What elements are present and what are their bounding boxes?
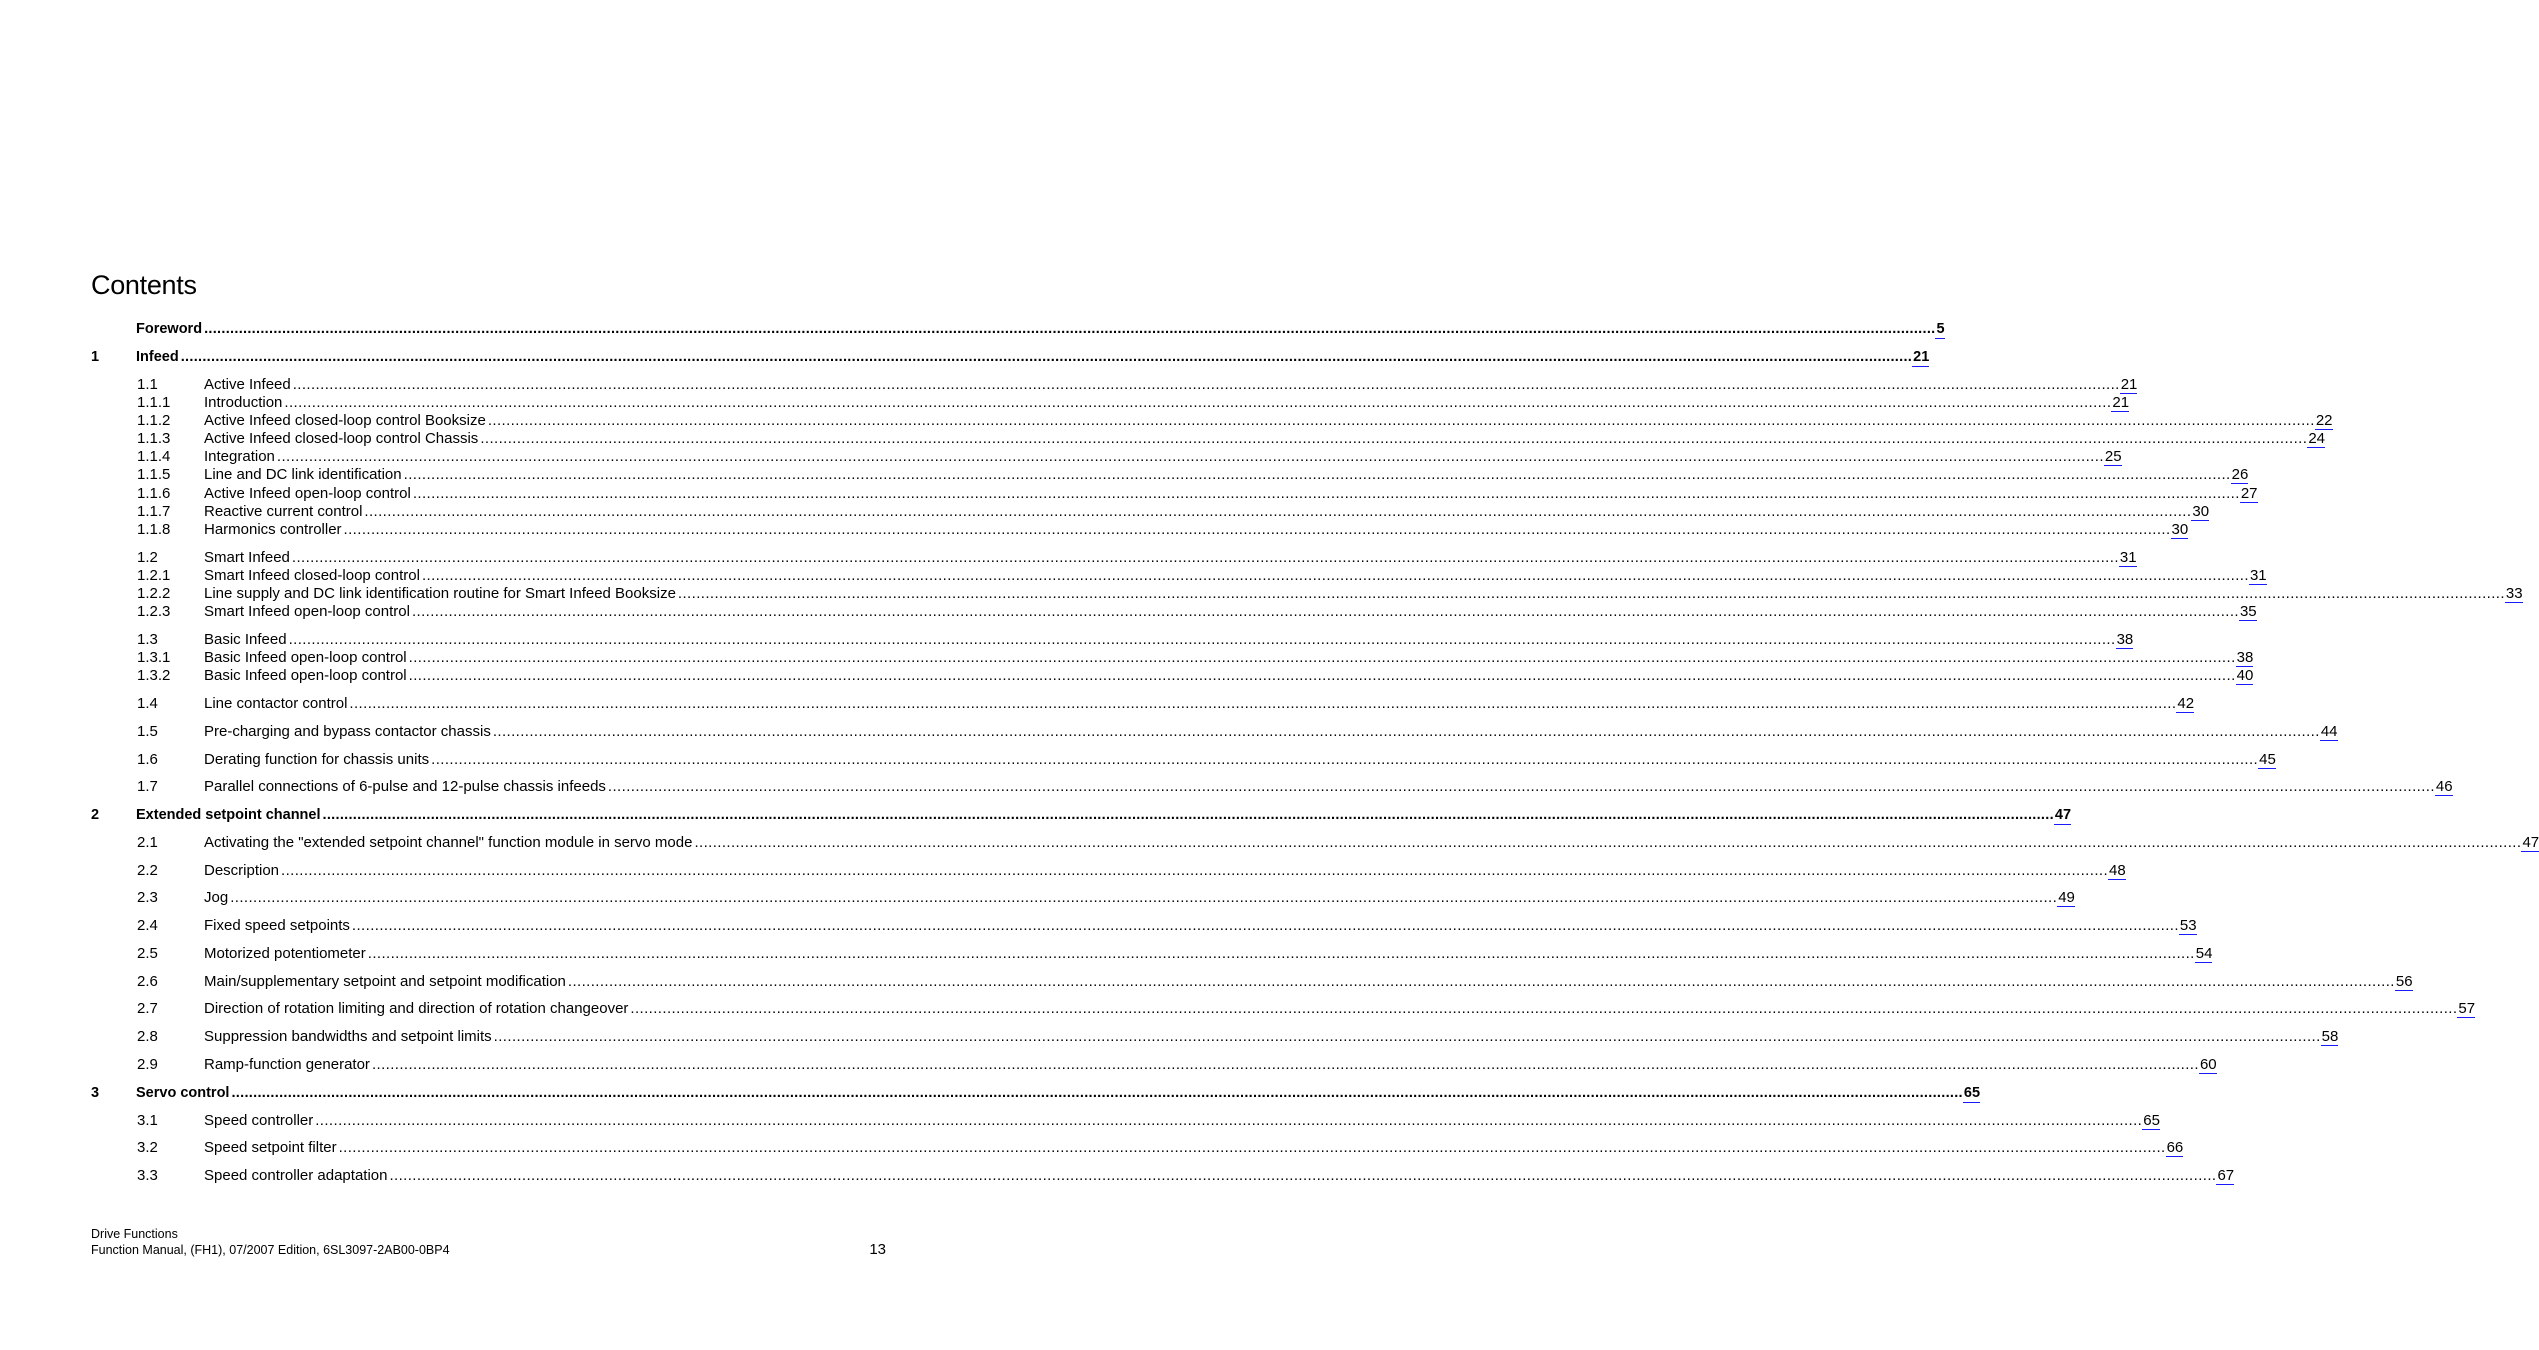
toc-page-link[interactable]: 30: [2192, 503, 2210, 520]
toc-entry-number: 2.6: [137, 973, 158, 990]
toc-section-entry: [91, 1166, 2235, 1186]
page-title: Contents: [91, 270, 197, 300]
toc-page-link[interactable]: 25: [2104, 448, 2122, 465]
toc-entry-number: 1.1.7: [137, 503, 171, 520]
toc-page-link[interactable]: 57: [2458, 1000, 2476, 1017]
toc-page-link[interactable]: 38: [2236, 649, 2254, 666]
toc-section-entry: [91, 393, 2130, 413]
toc-section-entry: [91, 566, 2267, 586]
toc-entry-title: Basic Infeed open-loop control: [204, 667, 407, 684]
toc-entry-number: 2.3: [137, 889, 158, 906]
footer-doc-title: Drive Functions: [91, 1227, 178, 1241]
toc-entry-number: 2.8: [137, 1028, 158, 1045]
toc-entry-title: Infeed: [136, 349, 179, 365]
toc-section-entry: [91, 1138, 2184, 1158]
dot-leader: ................................................................................................................................................................................................................................................................................................................................................................................................................: [343, 521, 2171, 538]
toc-entry-title: Parallel connections of 6-pulse and 12-pulse chassis infeeds: [204, 778, 606, 795]
toc-entry-number: 3.3: [137, 1167, 158, 1184]
toc-entry-title: Basic Infeed open-loop control: [204, 649, 407, 666]
toc-entry-number: 2.1: [137, 834, 158, 851]
toc-section-entry: [91, 375, 2138, 395]
toc-entry-title: Servo control: [136, 1085, 230, 1101]
toc-entry-title: Introduction: [204, 394, 283, 411]
toc-entry-title: Activating the "extended setpoint channel" function module in servo mode: [204, 834, 693, 851]
dot-leader: ................................................................................................................................................................................................................................................................................................................................................................................................................: [389, 1167, 2217, 1184]
toc-entry-title: Description: [204, 862, 280, 879]
toc-entry-title: Line contactor control: [204, 695, 348, 712]
toc-page-link[interactable]: 44: [2320, 723, 2338, 740]
toc-entry-number: 3: [91, 1085, 100, 1101]
toc-entry-title: Derating function for chassis units: [204, 751, 430, 768]
toc-entry-title: Reactive current control: [204, 503, 363, 520]
toc-entry-number: 2.4: [137, 917, 158, 934]
toc-page-link[interactable]: 67: [2217, 1167, 2235, 1184]
toc-entry-title: Active Infeed open-loop control: [204, 485, 411, 502]
dot-leader: ................................................................................................................................................................................................................................................................................................................................................................................................................: [371, 1056, 2199, 1073]
toc-section-entry: [91, 411, 2333, 431]
toc-entry-number: 1.1.4: [137, 448, 171, 465]
toc-entry-title: Direction of rotation limiting and direction of rotation changeover: [204, 1000, 629, 1017]
toc-page-link[interactable]: 53: [2179, 917, 2197, 934]
toc-section-entry: [91, 584, 2523, 604]
toc-entry-title: Smart Infeed: [204, 549, 290, 566]
toc-entry-title: Speed controller: [204, 1112, 314, 1129]
toc-entry-number: 1.1.3: [137, 430, 171, 447]
dot-leader: ................................................................................................................................................................................................................................................................................................................................................................................................................: [284, 394, 2112, 411]
toc-entry-number: 1.1.6: [137, 485, 171, 502]
dot-leader: ................................................................................................................................................................................................................................................................................................................................................................................................................: [694, 834, 2522, 851]
footer-doc-info: Function Manual, (FH1), 07/2007 Edition, 6SL3097-2AB00-0BP4: [91, 1243, 450, 1257]
toc-entry-number: 1.2.3: [137, 603, 171, 620]
toc-entry-title: Motorized potentiometer: [204, 945, 366, 962]
toc-entry-title: Main/supplementary setpoint and setpoint modification: [204, 973, 566, 990]
toc-entry-title: Active Infeed: [204, 376, 291, 393]
toc-page-link[interactable]: 40: [2236, 667, 2254, 684]
footer-page-number: 13: [869, 1241, 886, 1258]
dot-leader: ................................................................................................................................................................................................................................................................................................................................................................................................................: [338, 1139, 2166, 1156]
dot-leader: ................................................................................................................................................................................................................................................................................................................................................................................................................: [349, 695, 2177, 712]
toc-section-entry: [91, 694, 2195, 714]
toc-entry-number: 1.4: [137, 695, 158, 712]
dot-leader: ................................................................................................................................................................................................................................................................................................................................................................................................................: [230, 889, 2058, 906]
dot-leader: ................................................................................................................................................................................................................................................................................................................................................................................................................: [204, 321, 1936, 337]
dot-leader: ................................................................................................................................................................................................................................................................................................................................................................................................................: [421, 567, 2249, 584]
toc-page-link[interactable]: 21: [2112, 394, 2130, 411]
toc-entry-number: 2: [91, 807, 100, 823]
footer: [91, 1226, 450, 1258]
toc-entry-title: Integration: [204, 448, 275, 465]
dot-leader: ................................................................................................................................................................................................................................................................................................................................................................................................................: [630, 1000, 2458, 1017]
toc-section-entry: [91, 861, 2126, 881]
toc-page-link[interactable]: 58: [2321, 1028, 2339, 1045]
toc-entry-number: 1.1.2: [137, 412, 171, 429]
toc-page-link[interactable]: 21: [1913, 349, 1930, 365]
toc-entry-title: Jog: [204, 889, 229, 906]
dot-leader: ................................................................................................................................................................................................................................................................................................................................................................................................................: [367, 945, 2195, 962]
toc-entry-title: Active Infeed closed-loop control Booksize: [204, 412, 486, 429]
toc-entry-title: Ramp-function generator: [204, 1056, 370, 1073]
toc-entry-number: 1.2.2: [137, 585, 171, 602]
dot-leader: ................................................................................................................................................................................................................................................................................................................................................................................................................: [492, 723, 2320, 740]
toc-chapter-entry: [91, 347, 1930, 367]
toc-entry-title: Smart Infeed closed-loop control: [204, 567, 420, 584]
toc-section-entry: [91, 722, 2338, 742]
toc-page-link[interactable]: 21: [2120, 376, 2138, 393]
toc-entry-title: Line supply and DC link identification routine for Smart Infeed Booksize: [204, 585, 676, 602]
toc-entry-number: 1.1: [137, 376, 158, 393]
dot-leader: ................................................................................................................................................................................................................................................................................................................................................................................................................: [315, 1112, 2143, 1129]
toc-page-link[interactable]: 33: [2505, 585, 2523, 602]
dot-leader: ................................................................................................................................................................................................................................................................................................................................................................................................................: [487, 412, 2315, 429]
toc-page-link[interactable]: 65: [1963, 1085, 1981, 1101]
toc-section-entry: [91, 1111, 2160, 1131]
dot-leader: ................................................................................................................................................................................................................................................................................................................................................................................................................: [281, 862, 2109, 879]
toc-page-link[interactable]: 49: [2058, 889, 2075, 906]
toc-entry-number: 1.7: [137, 778, 158, 795]
dot-leader: ................................................................................................................................................................................................................................................................................................................................................................................................................: [408, 649, 2236, 666]
dot-leader: ................................................................................................................................................................................................................................................................................................................................................................................................................: [288, 631, 2116, 648]
toc-entry-number: 1.2.1: [137, 567, 171, 584]
toc-section-entry: [91, 833, 2539, 853]
toc-section-entry: [91, 972, 2413, 992]
dot-leader: ................................................................................................................................................................................................................................................................................................................................................................................................................: [364, 503, 2192, 520]
toc-page-link[interactable]: 54: [2195, 945, 2213, 962]
toc-entry-title: Line and DC link identification: [204, 466, 402, 483]
toc-section-entry: [91, 1027, 2339, 1047]
toc-entry-number: 1.3.2: [137, 667, 171, 684]
toc-entry-title: Foreword: [136, 321, 203, 337]
dot-leader: ................................................................................................................................................................................................................................................................................................................................................................................................................: [677, 585, 2505, 602]
toc-page-link[interactable]: 66: [2166, 1139, 2184, 1156]
toc-section-entry: [91, 777, 2453, 797]
toc-section-entry: [91, 999, 2476, 1019]
toc-section-entry: [91, 630, 2134, 650]
toc-entry-number: 1.3: [137, 631, 158, 648]
dot-leader: ................................................................................................................................................................................................................................................................................................................................................................................................................: [567, 973, 2395, 990]
toc-page-link[interactable]: 30: [2171, 521, 2189, 538]
toc-section-entry: [91, 429, 2325, 449]
toc-section-entry: [91, 1055, 2217, 1075]
dot-leader: ................................................................................................................................................................................................................................................................................................................................................................................................................: [408, 667, 2236, 684]
toc-entry-number: 1.5: [137, 723, 158, 740]
toc-page-link[interactable]: 56: [2395, 973, 2413, 990]
toc-section-entry: [91, 750, 2276, 770]
dot-leader: ................................................................................................................................................................................................................................................................................................................................................................................................................: [607, 778, 2435, 795]
toc-page-link[interactable]: 22: [2315, 412, 2333, 429]
toc-page-link[interactable]: 65: [2143, 1112, 2160, 1129]
toc-section-entry: [91, 602, 2257, 622]
toc-entry-number: 3.2: [137, 1139, 158, 1156]
toc-entry-title: Fixed speed setpoints: [204, 917, 350, 934]
toc-entry-number: 1.1.8: [137, 521, 171, 538]
toc-entry-number: 2.9: [137, 1056, 158, 1073]
toc-entry-title: Harmonics controller: [204, 521, 342, 538]
toc-page-link[interactable]: 31: [2119, 549, 2137, 566]
dot-leader: ................................................................................................................................................................................................................................................................................................................................................................................................................: [322, 807, 2054, 823]
toc-section-entry: [91, 465, 2249, 485]
toc-entry-title: Active Infeed closed-loop control Chassis: [204, 430, 479, 447]
toc-entry-title: Suppression bandwidths and setpoint limits: [204, 1028, 492, 1045]
dot-leader: ................................................................................................................................................................................................................................................................................................................................................................................................................: [292, 376, 2120, 393]
toc-chapter-entry: [91, 1083, 1981, 1103]
toc-entry-title: Smart Infeed open-loop control: [204, 603, 410, 620]
toc-section-entry: [91, 888, 2075, 908]
toc-entry-number: 3.1: [137, 1112, 158, 1129]
toc-chapter-entry: [91, 319, 1945, 339]
dot-leader: ................................................................................................................................................................................................................................................................................................................................................................................................................: [431, 751, 2259, 768]
toc-page-link[interactable]: 48: [2109, 862, 2126, 879]
toc-page-link[interactable]: 31: [2249, 567, 2267, 584]
toc-entry-number: 1.6: [137, 751, 158, 768]
dot-leader: ................................................................................................................................................................................................................................................................................................................................................................................................................: [411, 603, 2239, 620]
dot-leader: ................................................................................................................................................................................................................................................................................................................................................................................................................: [231, 1085, 1963, 1101]
toc-entry-title: Pre-charging and bypass contactor chassis: [204, 723, 491, 740]
toc-section-entry: [91, 447, 2122, 467]
toc-section-entry: [91, 520, 2189, 540]
toc-entry-number: 1.1.5: [137, 466, 171, 483]
toc-page-link[interactable]: 27: [2240, 485, 2258, 502]
toc-entry-number: 1: [91, 349, 100, 365]
dot-leader: ................................................................................................................................................................................................................................................................................................................................................................................................................: [412, 485, 2240, 502]
dot-leader: ................................................................................................................................................................................................................................................................................................................................................................................................................: [291, 549, 2119, 566]
toc-entry-number: 2.7: [137, 1000, 158, 1017]
dot-leader: ................................................................................................................................................................................................................................................................................................................................................................................................................: [276, 448, 2104, 465]
dot-leader: ................................................................................................................................................................................................................................................................................................................................................................................................................: [351, 917, 2179, 934]
toc-section-entry: [91, 548, 2137, 568]
toc-entry-title: Speed setpoint filter: [204, 1139, 337, 1156]
toc-entry-number: 1.3.1: [137, 649, 171, 666]
toc-page-link[interactable]: 45: [2259, 751, 2276, 768]
toc-entry-number: 2.5: [137, 945, 158, 962]
toc-section-entry: [91, 916, 2197, 936]
toc-entry-number: 2.2: [137, 862, 158, 879]
toc-section-entry: [91, 944, 2213, 964]
toc-page-link[interactable]: 5: [1936, 321, 1945, 337]
toc-entry-number: 1.1.1: [137, 394, 171, 411]
toc-page-link[interactable]: 47: [2054, 807, 2072, 823]
toc-section-entry: [91, 648, 2254, 668]
toc-page-link[interactable]: 26: [2231, 466, 2249, 483]
toc-section-entry: [91, 484, 2258, 504]
toc-page-link[interactable]: 46: [2435, 778, 2453, 795]
toc-page-link[interactable]: 24: [2308, 430, 2325, 447]
toc-entry-title: Extended setpoint channel: [136, 807, 321, 823]
toc-chapter-entry: [91, 805, 2072, 825]
dot-leader: ................................................................................................................................................................................................................................................................................................................................................................................................................: [403, 466, 2231, 483]
toc-section-entry: [91, 502, 2210, 522]
toc-page-link[interactable]: 38: [2116, 631, 2134, 648]
toc-page-link[interactable]: 35: [2239, 603, 2257, 620]
dot-leader: ................................................................................................................................................................................................................................................................................................................................................................................................................: [180, 349, 1913, 365]
toc-entry-title: Basic Infeed: [204, 631, 287, 648]
dot-leader: ................................................................................................................................................................................................................................................................................................................................................................................................................: [493, 1028, 2321, 1045]
toc-page-link[interactable]: 47: [2522, 834, 2539, 851]
toc-page-link[interactable]: 60: [2199, 1056, 2217, 1073]
toc-section-entry: [91, 666, 2254, 686]
toc-entry-title: Speed controller adaptation: [204, 1167, 388, 1184]
toc-entry-number: 1.2: [137, 549, 158, 566]
toc-page-link[interactable]: 42: [2177, 695, 2195, 712]
dot-leader: ................................................................................................................................................................................................................................................................................................................................................................................................................: [480, 430, 2308, 447]
